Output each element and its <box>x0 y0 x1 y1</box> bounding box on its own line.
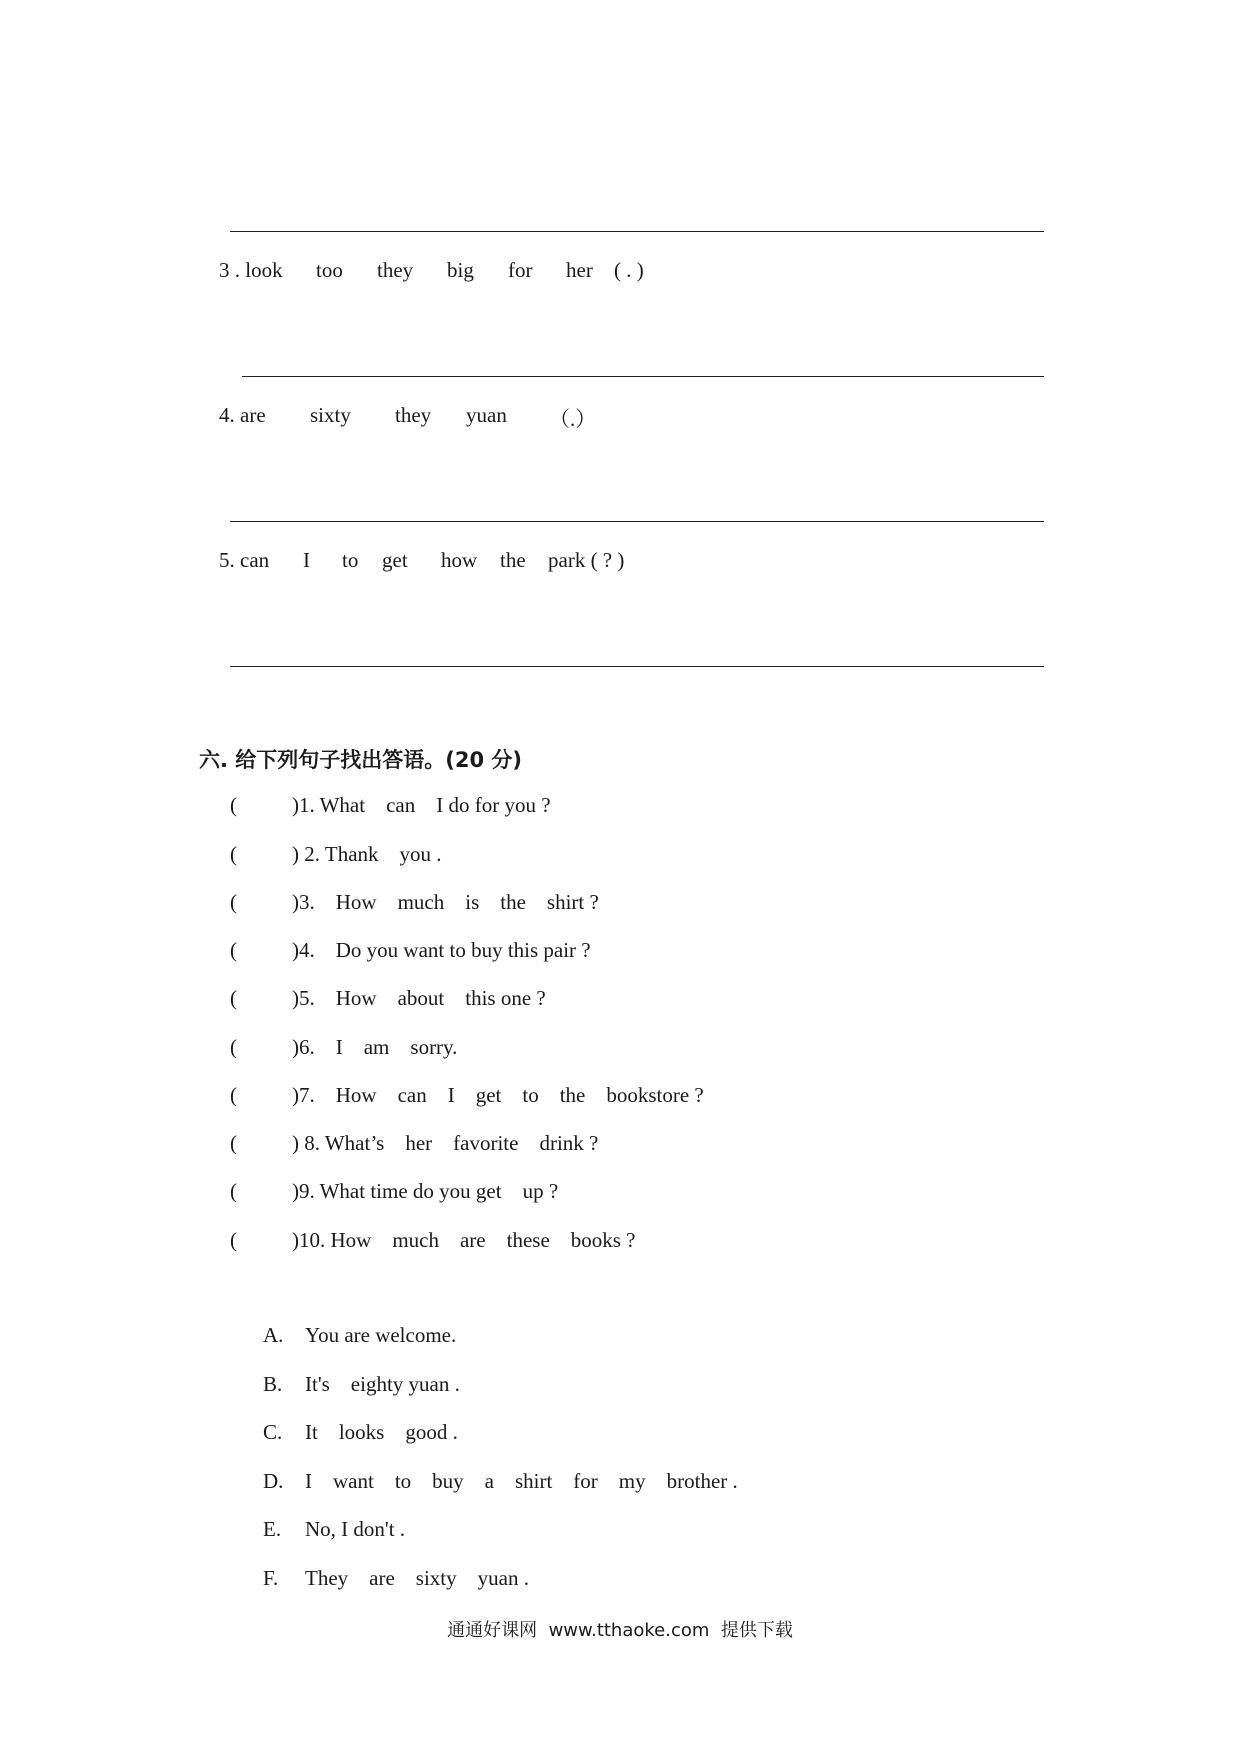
word: 3 . look <box>219 258 283 282</box>
word: big <box>447 258 474 282</box>
word: （.） <box>549 407 597 431</box>
word: yuan <box>466 403 507 427</box>
word: ( . ) <box>614 258 644 282</box>
option-text: No, I don't . <box>305 1517 406 1541</box>
word: her <box>566 258 593 282</box>
option-letter: A. <box>263 1323 284 1347</box>
answer-blank[interactable]: ( <box>230 986 237 1010</box>
word: I <box>303 548 310 572</box>
question-text: )3. How much is the shirt ? <box>292 890 599 914</box>
word: the <box>500 548 526 572</box>
word: for <box>508 258 533 282</box>
word: get <box>382 548 408 572</box>
option-text: It's eighty yuan . <box>305 1372 460 1396</box>
option-letter: F. <box>263 1566 279 1590</box>
option-text: It looks good . <box>305 1420 458 1444</box>
word: how <box>441 548 478 572</box>
word: to <box>342 548 359 572</box>
option-letter: D. <box>263 1469 284 1493</box>
option-text: You are welcome. <box>305 1323 457 1347</box>
answer-blank[interactable]: ( <box>230 793 237 817</box>
word: 4. are <box>219 403 266 427</box>
option-text: They are sixty yuan . <box>305 1566 529 1590</box>
word: they <box>377 258 414 282</box>
question-text: )1. What can I do for you ? <box>292 793 551 817</box>
word: 5. can <box>219 548 270 572</box>
answer-blank[interactable]: ( <box>230 1035 237 1059</box>
answer-line-5 <box>230 666 1044 667</box>
question-text: ) 8. What’s her favorite drink ? <box>292 1131 599 1155</box>
word: park ( ? ) <box>548 548 625 572</box>
footer-source: 通通好课网 www.tthaoke.com 提供下载 <box>447 1620 793 1641</box>
answer-blank[interactable]: ( <box>230 938 237 962</box>
question-text: )10. How much are these books ? <box>292 1228 636 1252</box>
answer-blank[interactable]: ( <box>230 1131 237 1155</box>
answer-blank[interactable]: ( <box>230 1228 237 1252</box>
answer-blank[interactable]: ( <box>230 842 237 866</box>
option-letter: E. <box>263 1517 282 1541</box>
section-6-title: 六. 给下列句子找出答语。(20 分) <box>199 748 523 772</box>
word: too <box>316 258 343 282</box>
word: they <box>395 403 432 427</box>
question-text: )9. What time do you get up ? <box>292 1179 559 1203</box>
answer-line-2 <box>230 231 1044 232</box>
question-text: )4. Do you want to buy this pair ? <box>292 938 591 962</box>
answer-blank[interactable]: ( <box>230 1083 237 1107</box>
option-letter: B. <box>263 1372 283 1396</box>
answer-line-3 <box>242 376 1044 377</box>
question-text: ) 2. Thank you . <box>292 842 442 866</box>
question-text: )5. How about this one ? <box>292 986 546 1010</box>
question-text: )6. I am sorry. <box>292 1035 458 1059</box>
option-letter: C. <box>263 1420 283 1444</box>
answer-blank[interactable]: ( <box>230 1179 237 1203</box>
question-text: )7. How can I get to the bookstore ? <box>292 1083 704 1107</box>
answer-blank[interactable]: ( <box>230 890 237 914</box>
option-text: I want to buy a shirt for my brother . <box>305 1469 738 1493</box>
answer-line-4 <box>230 521 1044 522</box>
word: sixty <box>310 403 351 427</box>
